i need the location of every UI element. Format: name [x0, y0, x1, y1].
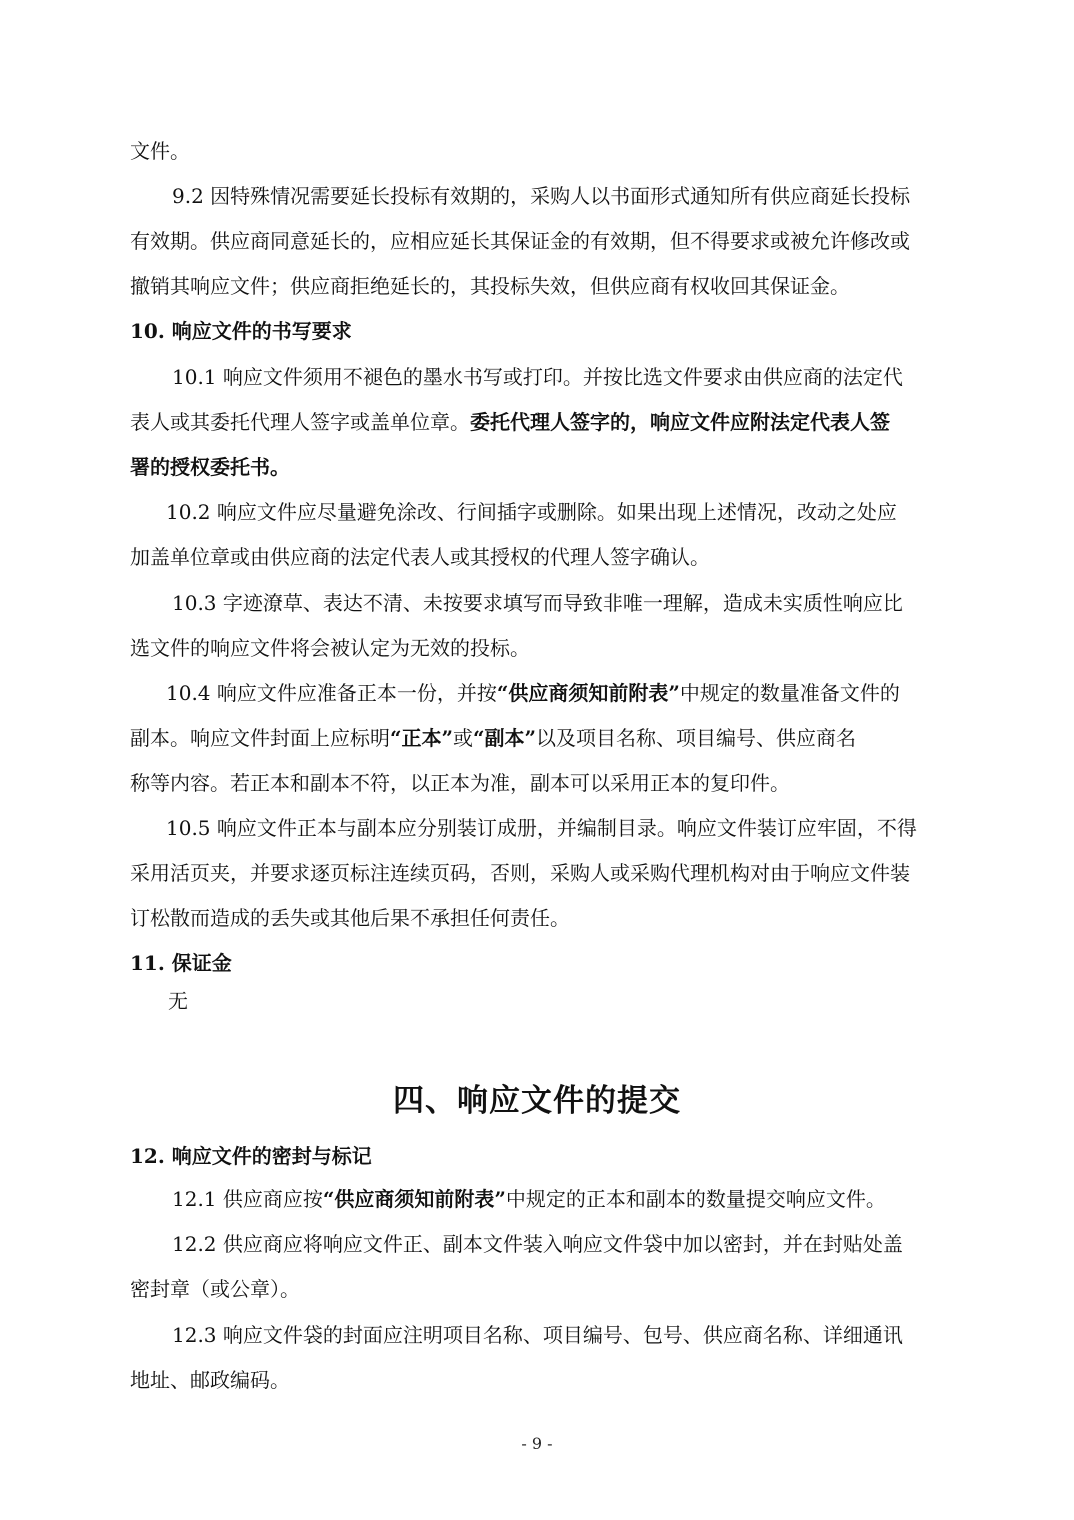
- text-span: 表人或其委托代理人签字或盖单位章。: [130, 410, 470, 434]
- page-number: - 9 -: [521, 1434, 553, 1453]
- text-line: 10.3 字迹潦草、表达不清、未按要求填写而导致非唯一理解，造成未实质性响应比: [172, 591, 903, 615]
- heading-section-11: 11. 保证金: [130, 951, 232, 975]
- heading-section-10: 10. 响应文件的书写要求: [130, 319, 352, 343]
- bold-text-span: 委托代理人签字的，响应文件应附法定代表人签: [470, 410, 890, 434]
- text-line: 12.2 供应商应将响应文件正、副本文件装入响应文件袋中加以密封，并在封贴处盖: [172, 1232, 903, 1256]
- text-line: 密封章（或公章）。: [130, 1277, 300, 1301]
- text-line: 10.5 响应文件正本与副本应分别装订成册，并编制目录。响应文件装订应牢固，不得: [166, 816, 917, 840]
- bold-text-span: “副本”: [473, 726, 537, 750]
- text-line: 10.1 响应文件须用不褪色的墨水书写或打印。并按比选文件要求由供应商的法定代: [172, 365, 903, 389]
- text-line: 12.3 响应文件袋的封面应注明项目名称、项目编号、包号、供应商名称、详细通讯: [172, 1323, 903, 1347]
- text-span: 中规定的正本和副本的数量提交响应文件。: [505, 1187, 886, 1211]
- bold-text-span: “正本”: [390, 726, 454, 750]
- text-line: [130, 725, 856, 751]
- text-line: 加盖单位章或由供应商的法定代表人或其授权的代理人签字确认。: [130, 545, 710, 569]
- text-span: 或: [453, 726, 474, 750]
- section-title: 四、响应文件的提交: [393, 1083, 681, 1119]
- text-line: 地址、邮政编码。: [130, 1368, 290, 1392]
- text-span: 10.4 响应文件应准备正本一份，并按: [166, 681, 497, 705]
- bold-text-span: “供应商须知前附表”: [496, 681, 680, 705]
- text-line: [172, 1186, 886, 1212]
- text-span: 中规定的数量准备文件的: [679, 681, 900, 705]
- text-line: 文件。: [130, 139, 190, 163]
- text-line: 10.2 响应文件应尽量避免涂改、行间插字或删除。如果出现上述情况，改动之处应: [166, 500, 897, 524]
- text-line: 署的授权委托书。: [130, 455, 290, 479]
- text-line: [166, 680, 900, 706]
- text-line: 选文件的响应文件将会被认定为无效的投标。: [130, 636, 530, 660]
- text-span: 以及项目名称、项目编号、供应商名: [536, 726, 857, 750]
- text-span: 12.1 供应商应按: [172, 1187, 323, 1211]
- text-line: 9.2 因特殊情况需要延长投标有效期的，采购人以书面形式通知所有供应商延长投标: [172, 184, 911, 208]
- text-line: 采用活页夹，并要求逐页标注连续页码，否则，采购人或采购代理机构对由于响应文件装: [130, 861, 910, 885]
- text-line: 称等内容。若正本和副本不符，以正本为准，副本可以采用正本的复印件。: [130, 771, 790, 795]
- text-span: 副本。响应文件封面上应标明: [130, 726, 390, 750]
- text-line: 无: [168, 989, 188, 1013]
- bold-text-span: “供应商须知前附表”: [322, 1187, 506, 1211]
- text-line: 订松散而造成的丢失或其他后果不承担任何责任。: [130, 906, 570, 930]
- text-line: 有效期。供应商同意延长的，应相应延长其保证金的有效期，但不得要求或被允许修改或: [130, 229, 910, 253]
- text-line: [130, 409, 890, 435]
- heading-section-12: 12. 响应文件的密封与标记: [130, 1144, 372, 1168]
- text-line: 撤销其响应文件；供应商拒绝延长的，其投标失效，但供应商有权收回其保证金。: [130, 274, 850, 298]
